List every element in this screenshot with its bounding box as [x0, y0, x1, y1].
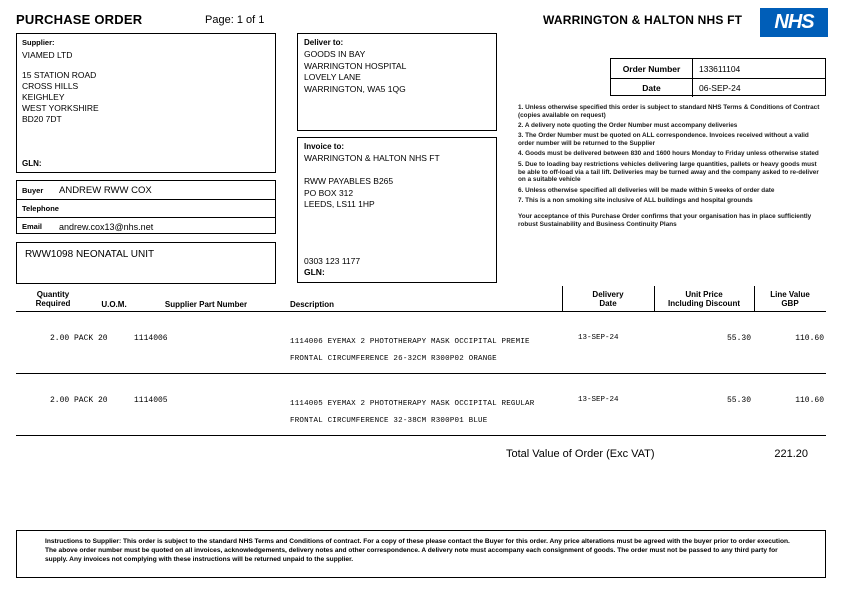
email-row	[17, 217, 275, 235]
terms-item: 1. Unless otherwise specified this order is subject to standard NHS Terms & Conditions of Contract (copies available on request)	[518, 104, 820, 119]
telephone-label: Telephone	[22, 204, 59, 213]
table-row	[16, 374, 826, 436]
row-delivery-date: 13-SEP-24	[578, 334, 619, 342]
supplier-address-line: WEST YORKSHIRE	[22, 103, 99, 113]
order-date-label: Date	[611, 79, 693, 97]
nhs-logo-icon: NHS	[760, 8, 828, 37]
buyer-contact-box	[16, 180, 276, 234]
terms-item: 2. A delivery note quoting the Order Number must accompany deliveries	[518, 122, 738, 130]
row-unit-price: 55.30	[726, 334, 751, 343]
col-line-value-header	[754, 286, 826, 312]
invoice-telephone: 0303 123 1177	[304, 256, 361, 266]
supplier-address-line: 15 STATION ROAD	[22, 70, 97, 80]
col-delivery-date-header	[562, 286, 654, 312]
terms-item: 4. Goods must be delivered between 830 and 1600 hours Monday to Friday unless otherwise stated	[518, 150, 819, 158]
terms-item: 7. This is a non smoking site inclusive of ALL buildings and hospital grounds	[518, 196, 753, 204]
row-quantity: 2.00 PACK 20	[50, 334, 108, 343]
email-label: Email	[22, 222, 43, 231]
trust-name: WARRINGTON & HALTON NHS FT	[543, 13, 743, 27]
footer-instructions-text: Instructions to Supplier: This order is subject to the standard NHS Terms and Conditions of contract. For a copy of these please contact the Buyer for this order. Any price alterations must be agreed with the buyer prior to order execution. The above order number must be quoted on all invoices, acknowledgements, delivery notes and other correspondence. A delivery note must accompany each consignment of goods. The order must not be passed to any third party for supply. Any invoices not complying with these instructions will be returned unpaid to the supplier.	[45, 538, 790, 563]
row-line-value: 110.60	[795, 396, 824, 405]
row-description: 1114005 EYEMAX 2 PHOTOTHERAPY MASK OCCIPITAL REGULAR FRONTAL CIRCUMFERENCE 32-38CM R300P01 BLUE	[290, 400, 535, 425]
col-quantity-header-l2: Required	[35, 299, 71, 308]
deliver-to-box	[297, 33, 497, 131]
row-unit-price: 55.30	[726, 396, 751, 405]
page-number-label: Page:	[205, 14, 234, 26]
col-uom-header: U.O.M.	[101, 300, 127, 309]
supplier-label: Supplier:	[22, 38, 55, 47]
terms-item: 3. The Order Number must be quoted on ALL correspondence. Invoices received without a valid order number will be returned to the Supplier	[518, 132, 809, 148]
invoice-to-line: WARRINGTON & HALTON NHS FT	[304, 153, 440, 163]
col-price-header-l1: Unit Price	[685, 290, 723, 299]
row-line-value: 110.60	[795, 334, 824, 343]
supplier-box	[16, 33, 276, 173]
terms-item: 5. Due to loading bay restrictions vehicles delivering large quantities, pallets or heavy goods must be able to off-load via a tail lift. Deliveries may be turned away and the company asked to re-deliver on a suitable vehicle	[518, 160, 819, 184]
row-part-number: 1114006	[134, 334, 168, 343]
supplier-name: VIAMED LTD	[22, 50, 73, 60]
invoice-to-label: Invoice to:	[304, 142, 345, 151]
row-quantity: 2.00 PACK 20	[50, 396, 108, 405]
order-total-label: Total Value of Order (Exc VAT)	[506, 448, 655, 460]
row-delivery-date: 13-SEP-24	[578, 396, 619, 404]
col-value-header-l1: Line Value	[770, 290, 810, 299]
terms-acceptance-note: Your acceptance of this Purchase Order confirms that your organisation has in place sufficiently robust Sustainability and Business Continuity Plans	[518, 212, 812, 228]
supplier-address-line: KEIGHLEY	[22, 92, 65, 102]
deliver-to-line: LOVELY LANE	[304, 72, 361, 82]
col-divider	[654, 286, 655, 312]
invoice-to-line: PO BOX 312	[304, 187, 354, 198]
row-description: 1114006 EYEMAX 2 PHOTOTHERAPY MASK OCCIPITAL PREMIE FRONTAL CIRCUMFERENCE 26-32CM R300P02 ORANGE	[290, 338, 530, 363]
order-number-value: 133611104	[699, 63, 741, 74]
line-items-table-body	[16, 312, 826, 436]
order-number-row	[611, 59, 825, 78]
deliver-to-line: WARRINGTON, WA5 1QG	[304, 83, 406, 94]
col-divider	[562, 286, 563, 312]
buyer-label: Buyer	[22, 185, 44, 195]
invoice-to-line: LEEDS, LS11 1HP	[304, 199, 375, 209]
col-unit-price-header	[654, 286, 754, 312]
order-details-table	[610, 58, 826, 96]
order-number-label: Order Number	[611, 59, 693, 78]
col-description-header: Description	[290, 300, 335, 309]
row-part-number: 1114005	[134, 396, 168, 405]
terms-item: 6. Unless otherwise specified all deliveries will be made within 5 weeks of order date	[518, 186, 775, 194]
col-quantity-header	[16, 286, 90, 312]
supplier-gln-label: GLN:	[22, 159, 42, 168]
footer-instructions-box	[16, 530, 826, 578]
department-box	[16, 242, 276, 284]
order-date-value: 06-SEP-24	[699, 83, 741, 93]
deliver-to-line: WARRINGTON HOSPITAL	[304, 60, 407, 71]
col-part-header: Supplier Part Number	[164, 300, 248, 309]
email-value: andrew.cox13@nhs.net	[59, 221, 154, 232]
table-row	[16, 312, 826, 374]
telephone-row	[17, 199, 275, 217]
deliver-to-label: Deliver to:	[304, 38, 344, 47]
invoice-gln-label: GLN:	[304, 267, 325, 277]
col-divider	[754, 286, 755, 312]
supplier-address-line: CROSS HILLS	[22, 81, 79, 91]
buyer-row	[17, 181, 275, 199]
invoice-to-line	[304, 165, 490, 177]
order-date-row	[611, 78, 825, 97]
page-number	[205, 14, 264, 26]
invoice-to-line: RWW PAYABLES B265	[304, 176, 394, 186]
page-number-value: 1 of 1	[236, 14, 265, 26]
deliver-to-line: GOODS IN BAY	[304, 49, 366, 59]
invoice-to-box	[297, 137, 497, 283]
line-items-table-header	[16, 286, 826, 312]
order-total-value: 221.20	[774, 448, 808, 460]
supplier-address-line: BD20 7DT	[22, 114, 62, 124]
department-value: RWW1098 NEONATAL UNIT	[25, 249, 155, 260]
col-value-header-l2: GBP	[781, 299, 799, 308]
col-delivery-header-l2: Date	[599, 299, 617, 308]
buyer-value: ANDREW RWW COX	[59, 184, 152, 196]
terms-and-conditions	[512, 99, 826, 284]
col-quantity-header-l1: Quantity	[36, 290, 70, 299]
page-title: PURCHASE ORDER	[16, 12, 143, 27]
col-price-header-l2: Including Discount	[668, 299, 740, 308]
col-delivery-header-l1: Delivery	[592, 290, 624, 299]
